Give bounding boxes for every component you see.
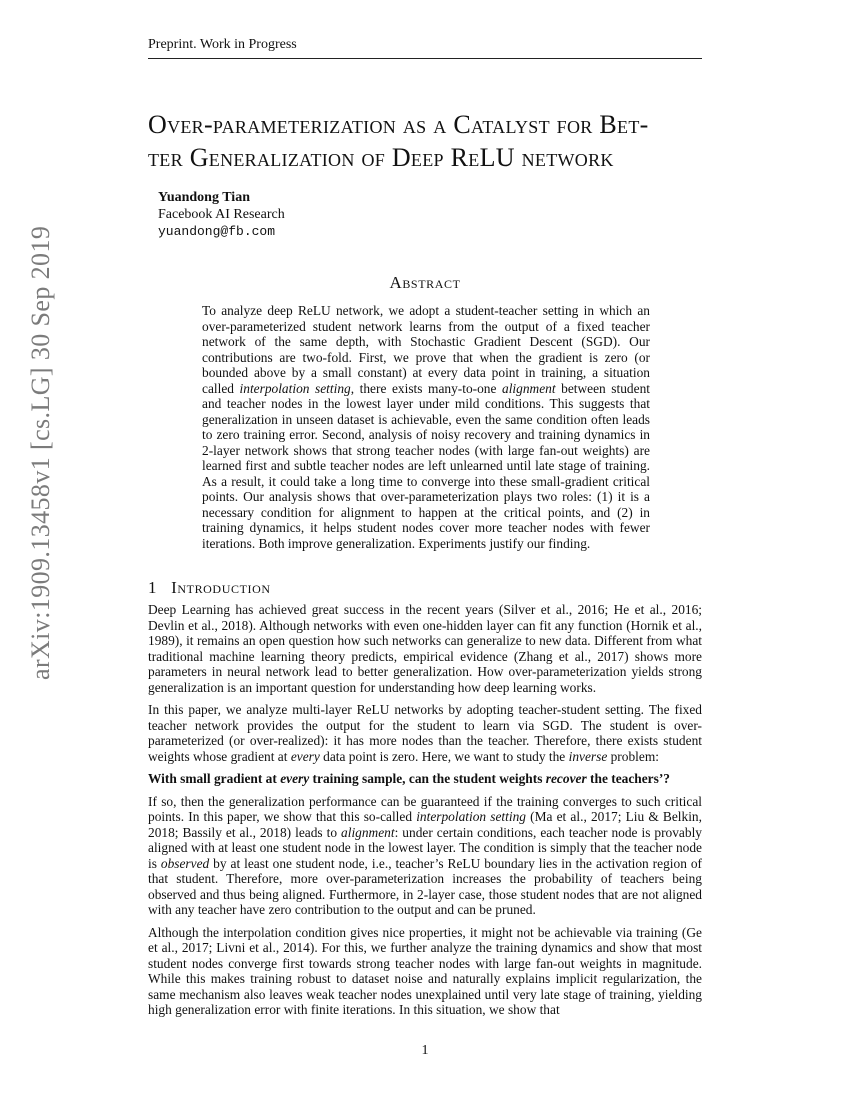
paragraph-text: by at least one student node, i.e., teacher’s ReLU boundary lies in the activation region of that student. Therefore, more over-parameterization increases the probability of teachers being observed and thus being aligned. Furthermore, in 2-layer case, those student nodes that are not aligned with any teacher have zero contribution to the output and can be pruned.	[148, 855, 702, 917]
paragraph-emphasis: alignment	[341, 824, 395, 840]
paragraph-emphasis: observed	[160, 855, 210, 871]
paragraph-text: : under certain conditions, each teacher node is provably aligned with at least one student node in the lowest layer. The condition is simply that the teacher node is	[148, 824, 702, 871]
arxiv-identifier-stamp: arXiv:1909.13458v1 [cs.LG] 30 Sep 2019	[26, 225, 55, 680]
section-number: 1	[148, 578, 158, 597]
question-emphasis: every	[280, 771, 310, 786]
introduction-body	[148, 602, 702, 1025]
author-affiliation: Facebook AI Research	[158, 207, 285, 222]
paragraph-text: If so, then the generalization performance can be guaranteed if the training converges to such critical points. In this paper, we show that this so-called	[148, 793, 702, 824]
paragraph-text: problem:	[607, 748, 659, 764]
author-email: yuandong@fb.com	[158, 224, 276, 239]
author-block	[158, 189, 285, 240]
research-question	[148, 771, 702, 787]
title-line-2: ter Generalization of Deep ReLU network	[148, 143, 614, 172]
paragraph-text: data point is zero. Here, we want to study the	[319, 748, 569, 764]
abstract-text: To analyze deep ReLU network, we adopt a student-teacher setting in which an over-parameterized student network learns from the output of a fixed teacher network of the same depth, with Stochastic Gradient Descent (SGD). Our contributions are two-fold. First, we prove that when the gradient is zero (or bounded above by a small constant) at every data point in training, a situation called	[202, 303, 650, 396]
paragraph-emphasis: inverse	[568, 748, 608, 764]
question-text: the teachers’?	[586, 771, 670, 786]
author-name: Yuandong Tian	[158, 190, 250, 205]
title-line-1: Over-parameterization as a Catalyst for Bet-	[148, 110, 649, 139]
abstract-body	[202, 303, 650, 551]
intro-paragraph-2	[148, 702, 702, 764]
abstract-heading: Abstract	[389, 273, 461, 292]
intro-paragraph-4: Although the interpolation condition gives nice properties, it might not be achievable via training (Ge et al., 2017; Livni et al., 2014). For this, we further analyze the training dynamics and show that most student nodes converge first towards strong teacher nodes with large fan-out weights in magnitude. While this makes training robust to dataset noise and naturally explains implicit regularization, the same mechanism also leaves weak teacher nodes unexplained until very late stage of training, yielding high generalization error with finite iterations. In this situation, we show that	[148, 924, 702, 1017]
paragraph-text: In this paper, we analyze multi-layer ReLU networks by adopting teacher-student setting. The fixed teacher network provides the output for the student to learn via SGD. The student is over-parameterized (or over-realized): it has more nodes than the teacher. Therefore, there exists student weights whose gradient at	[148, 702, 702, 764]
running-header: Preprint. Work in Progress	[148, 37, 297, 52]
paragraph-emphasis: interpolation setting	[416, 809, 526, 824]
paper-title	[148, 108, 708, 174]
section-title: Introduction	[171, 578, 271, 597]
page-number: 1	[421, 1043, 429, 1058]
intro-paragraph-1: Deep Learning has achieved great success in the recent years (Silver et al., 2016; He et al., 2016; Devlin et al., 2018). Although networks with even one-hidden layer can fit any function (Hornik et al., 1989), it remains an open question how such networks can generalize to new data. Different from what traditional machine learning theory predicts, empirical evidence (Zhang et al., 2017) shows more parameters in neural network lead to better generalization. How over-parameterization yields strong generalization is an important question for understanding how deep learning works.	[148, 602, 702, 695]
intro-paragraph-3	[148, 794, 702, 918]
paragraph-emphasis: every	[290, 748, 320, 764]
section-heading-introduction	[148, 578, 271, 598]
question-text: training sample, can the student weights	[309, 771, 546, 786]
abstract-text: , there exists many-to-one	[350, 380, 503, 396]
abstract-text: between student and teacher nodes in the lowest layer under mild conditions. This suggests that generalization in unseen dataset is achievable, even the same condition often leads to zero training error. Second, analysis of noisy recovery and training dynamics in 2-layer network shows that strong teacher nodes (with large fan-out weights) are learned first and subtle teacher nodes are left unlearned until late stage of training. As a result, it could take a long time to converge into these small-gradient critical points. Our analysis shows that over-parameterization plays two roles: (1) it is a necessary condition for alignment to happen at the critical points, and (2) in training dynamics, it helps student nodes cover more teacher nodes with fewer iterations. Both improve generalization. Experiments justify our finding.	[202, 380, 650, 551]
abstract-emphasis: interpolation setting	[239, 380, 351, 396]
abstract-emphasis: alignment	[502, 380, 556, 396]
question-text: With small gradient at	[148, 771, 281, 786]
question-emphasis: recover	[545, 771, 587, 786]
header-rule	[148, 58, 702, 59]
paragraph-text: (Ma et al., 2017; Liu & Belkin, 2018; Bassily et al., 2018) leads to	[148, 809, 702, 840]
